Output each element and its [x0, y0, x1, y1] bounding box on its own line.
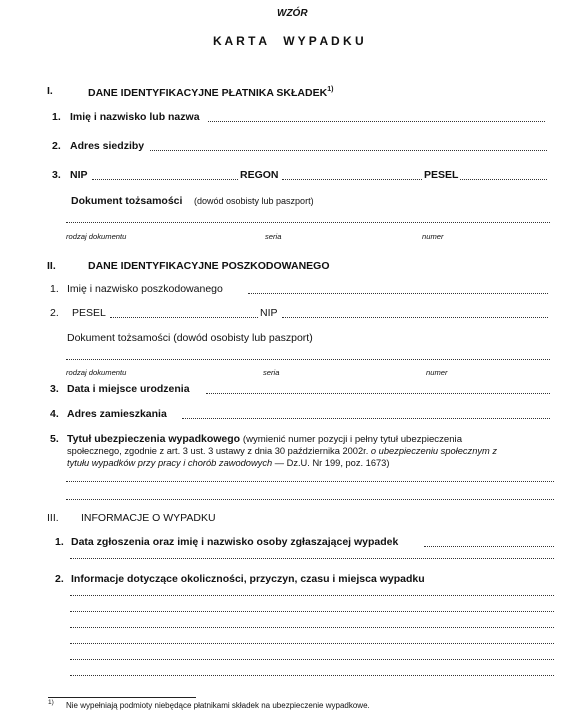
s2-f3-field[interactable] [206, 393, 550, 394]
s2-pesel-label: PESEL [72, 307, 106, 319]
s2-f4-number: 4. [50, 408, 59, 420]
section1-title [88, 86, 333, 99]
s3-f2-field-3[interactable] [70, 627, 554, 628]
s1-doc-field[interactable] [66, 222, 550, 223]
section3-title: INFORMACJE O WYPADKU [81, 512, 216, 524]
s2-f2-number: 2. [50, 307, 59, 319]
s2-f1-number: 1. [50, 283, 59, 295]
footnote-separator [48, 697, 196, 698]
s2-f4-label: Adres zamieszkania [67, 408, 167, 420]
s2-pesel-field[interactable] [110, 317, 258, 318]
s1-f2-field[interactable] [150, 150, 547, 151]
s3-f2-field-1[interactable] [70, 595, 554, 596]
s2-f3-number: 3. [50, 383, 59, 395]
s2-doc-label: Dokument tożsamości (dowód osobisty lub paszport) [67, 332, 313, 344]
s2-f3-label: Data i miejsce urodzenia [67, 383, 190, 395]
s2-sub-seria: seria [263, 368, 280, 377]
s1-sub-numer: numer [422, 232, 444, 241]
s2-sub-numer: numer [426, 368, 448, 377]
s2-f5-number: 5. [50, 433, 59, 445]
s1-regon-label: REGON [240, 169, 279, 181]
footnote-mark: 1) [48, 699, 54, 706]
s2-f5-line1 [67, 434, 462, 445]
s2-f5-field-1[interactable] [66, 481, 554, 482]
s2-sub-rodzaj: rodzaj dokumentu [66, 368, 127, 377]
s2-f5-line3-italic: tytułu wypadków przy pracy i chorób zawodowych [67, 458, 273, 468]
s2-f5-field-2[interactable] [66, 499, 554, 500]
s2-f5-line2 [67, 447, 497, 456]
s2-f5-line3-rest: — Dz.U. Nr 199, poz. 1673) [274, 458, 390, 468]
s1-f1-number: 1. [52, 111, 61, 123]
s3-f2-field-5[interactable] [70, 659, 554, 660]
section2-title: DANE IDENTYFIKACYJNE POSZKODOWANEGO [88, 260, 330, 272]
s2-nip-field[interactable] [282, 317, 548, 318]
s3-f2-field-2[interactable] [70, 611, 554, 612]
s2-f1-field[interactable] [248, 293, 548, 294]
s2-f1-label: Imię i nazwisko poszkodowanego [67, 283, 223, 295]
s1-f1-label: Imię i nazwisko lub nazwa [70, 111, 200, 123]
s1-f3-number: 3. [52, 169, 61, 181]
s1-regon-field[interactable] [282, 179, 422, 180]
s1-f2-label: Adres siedziby [70, 140, 145, 152]
s1-f2-number: 2. [52, 140, 61, 152]
s2-f5-line2-text: społecznego, zgodnie z art. 3 ust. 3 ustawy z dnia 30 października 2002r. [67, 446, 369, 456]
s3-f1-label: Data zgłoszenia oraz imię i nazwisko osoby zgłaszającej wypadek [71, 536, 399, 548]
s3-f2-label: Informacje dotyczące okoliczności, przyczyn, czasu i miejsca wypadku [71, 573, 425, 585]
s1-sub-rodzaj: rodzaj dokumentu [66, 232, 127, 241]
s1-nip-label: NIP [70, 169, 88, 181]
footnote-text: Nie wypełniają podmioty niebędące płatnikami składek na ubezpieczenie wypadkowe. [66, 701, 370, 710]
s2-f5-line1-rest: (wymienić numer pozycji i pełny tytuł ubezpieczenia [242, 434, 463, 445]
s1-pesel-field[interactable] [460, 179, 547, 180]
s1-pesel-label: PESEL [424, 169, 459, 181]
s3-f1-field-1[interactable] [424, 546, 554, 547]
s3-f2-field-6[interactable] [70, 675, 554, 676]
s2-f5-label: Tytuł ubezpieczenia wypadkowego [67, 433, 241, 445]
section2-number: II. [47, 260, 56, 272]
s2-doc-field[interactable] [66, 359, 550, 360]
s2-nip-label: NIP [260, 307, 278, 319]
section3-number: III. [47, 512, 59, 524]
s2-f5-line3 [67, 459, 389, 468]
form-title: K A R T A W Y P A D K U [213, 34, 364, 48]
s1-f1-field[interactable] [208, 121, 545, 122]
s2-f5-line2-italic: o ubezpieczeniu społecznym z [370, 446, 497, 456]
footnote-ref: 1) [327, 86, 334, 93]
s1-sub-seria: seria [265, 232, 282, 241]
wzor-label: WZÓR [277, 8, 308, 19]
s2-f4-field[interactable] [182, 418, 550, 419]
s3-f1-field-2[interactable] [70, 558, 554, 559]
section1-title-text: DANE IDENTYFIKACYJNE PŁATNIKA SKŁADEK [88, 87, 328, 99]
s3-f1-number: 1. [55, 536, 64, 548]
section1-number: I. [47, 85, 53, 97]
s3-f2-number: 2. [55, 573, 64, 585]
s1-doc-hint: (dowód osobisty lub paszport) [194, 196, 314, 206]
s3-f2-field-4[interactable] [70, 643, 554, 644]
s1-doc-label: Dokument tożsamości [71, 195, 183, 207]
s1-nip-field[interactable] [92, 179, 238, 180]
